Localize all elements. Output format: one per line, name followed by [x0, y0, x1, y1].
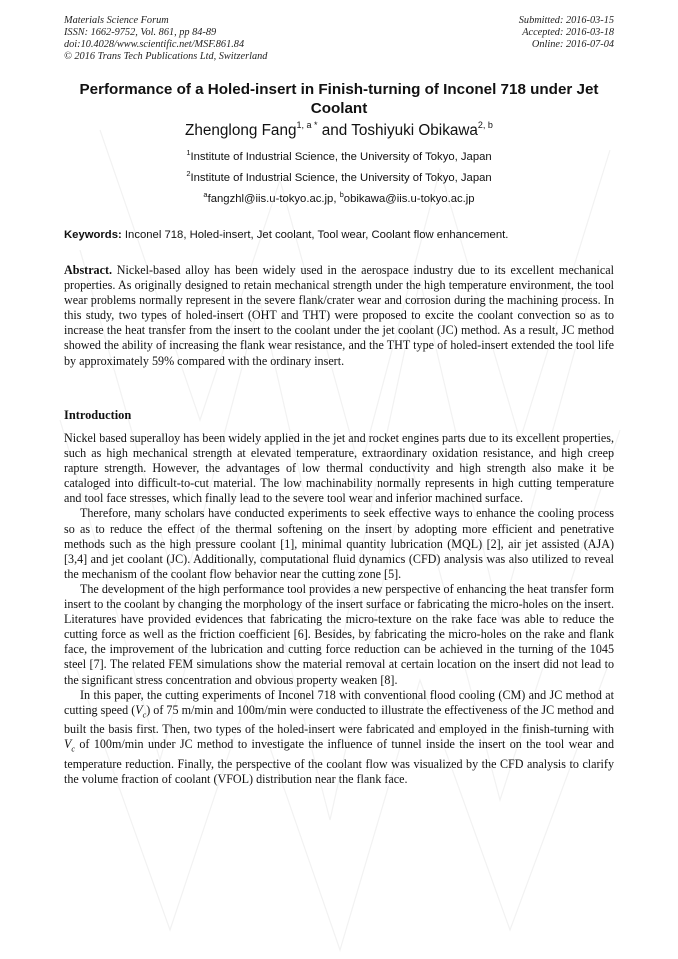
- affiliation-2-text: Institute of Industrial Science, the University of Tokyo, Japan: [190, 172, 492, 184]
- email-a-marker: a: [203, 190, 208, 199]
- accepted-date: Accepted: 2016-03-18: [522, 27, 614, 38]
- p4-text-c: of 100m/min under JC method to investigate the influence of tunnel inside the insert on the tool wear and temperature reduction. Finally, the perspective of the coolant flow was visualized by the CFD analysis to clarify the volume fraction of coolant (VFOL) distribution near the flank face.: [64, 737, 614, 786]
- keywords-text: Inconel 718, Holed-insert, Jet coolant, Tool wear, Coolant flow enhancement.: [121, 229, 509, 241]
- author-2-marker: 2, b: [477, 120, 493, 130]
- p4-symbol-v1-sub: c: [142, 710, 147, 720]
- email-b-marker: b: [339, 190, 344, 199]
- intro-paragraph-1: Nickel based superalloy has been widely applied in the jet and rocket engines parts due to its excellent properties, such as high mechanical strength at elevated temperature, extraordinary oxidation resistance, and high creep rapture strength. However, the advantages of low thermal conductivity and high strength also make it be cataloged into difficult-to-cut material. The low machinability normally represents in high cutting temperature and tool face stresses, which finally lead to the severe tool wear and inferior machined surface.: [64, 431, 614, 506]
- email-line: [0, 192, 678, 206]
- keywords-line: [64, 228, 616, 242]
- intro-paragraph-4: [64, 688, 614, 787]
- affiliation-2: [0, 171, 678, 185]
- author-1: Zhenglong Fang: [185, 122, 297, 139]
- affiliation-2-marker: 2: [186, 169, 191, 178]
- p4-text-b: ) of 75 m/min and 100m/min were conducted to illustrate the effectiveness of the JC method and built the basis first. Then, two types of the holed-insert were fabricated and employed in the finish-turning with: [64, 702, 614, 737]
- submitted-date: Submitted: 2016-03-15: [518, 15, 614, 26]
- email-a[interactable]: fangzhl@iis.u-tokyo.ac.jp,: [207, 193, 340, 205]
- intro-paragraph-2: Therefore, many scholars have conducted experiments to seek effective ways to enhance the cooling process so as to reduce the effect of the thermal softening on the insert by adopting more efficient and penetrative methods such as the high pressure coolant [1], minimal quantity lubrication (MQL) [2], air jet assisted (AJA) [3,4] and jet coolant (JC). Additionally, computational fluid dynamics (CFD) analysis was also utilized to reveal the mechanism of the coolant flow behavior near the cutting zone [5].: [64, 506, 614, 581]
- p4-symbol-v1: V: [135, 702, 143, 717]
- author-1-marker: 1, a *: [296, 120, 318, 130]
- abstract-label: Abstract.: [64, 263, 113, 277]
- p4-text-a: In this paper, the cutting experiments of Inconel 718 with conventional flood cooling (CM) and JC method at cutting speed (: [64, 687, 614, 717]
- author-joiner: and: [317, 122, 352, 139]
- journal-doi[interactable]: doi:10.4028/www.scientific.net/MSF.861.84: [64, 39, 245, 50]
- affiliation-1-text: Institute of Industrial Science, the University of Tokyo, Japan: [190, 151, 492, 163]
- journal-header-right: [519, 15, 614, 51]
- p4-symbol-v2: V: [64, 737, 72, 752]
- abstract-paragraph: [64, 263, 614, 369]
- journal-header-left: [64, 15, 267, 63]
- affiliation-1: [0, 150, 678, 164]
- online-date: Online: 2016-07-04: [531, 39, 614, 50]
- author-line: [0, 121, 678, 141]
- journal-copyright: © 2016 Trans Tech Publications Ltd, Switzerland: [64, 51, 268, 62]
- author-2: Toshiyuki Obikawa: [351, 122, 478, 139]
- introduction-body: [64, 431, 614, 787]
- journal-issn: ISSN: 1662-9752, Vol. 861, pp 84-89: [64, 27, 217, 38]
- introduction-heading: Introduction: [64, 408, 132, 422]
- journal-name: Materials Science Forum: [64, 15, 169, 26]
- affiliation-1-marker: 1: [186, 148, 191, 157]
- intro-paragraph-3: The development of the high performance tool provides a new perspective of enhancing the heat transfer form insert to the coolant by changing the morphology of the insert surface or fabricating the micro-holes on the insert. Literatures have provided evidences that fabricating the micro-texture on the rake face was able to reduce the cutting force as well as the friction coefficient [6]. Besides, by fabricating the micro-holes on the rake and flank face, the improvement of the lubrication and cutting force reduction can be achieved in the turning of the 1045 steel [7]. The related FEM simulations show the material removal at certain location on the insert did not lead to the significant stress concentration and obvious property weaken [8].: [64, 581, 614, 687]
- keywords-label: Keywords:: [64, 229, 122, 241]
- email-b[interactable]: obikawa@iis.u-tokyo.ac.jp: [343, 193, 475, 205]
- paper-title: Performance of a Holed-insert in Finish-turning of Inconel 718 under Jet Coolant: [79, 81, 599, 117]
- abstract-text: Nickel-based alloy has been widely used in the aerospace industry due to its excellent mechanical properties. As originally designed to retain mechanical strength under the high temperature environment, the tool wear problems normally represent in the severe flank/crater wear and corrosion during the machining process. In this study, two types of holed-insert (OHT and THT) were proposed to excite the coolant convection so as to increase the heat transfer from the insert to the coolant under the jet coolant (JC) method. As a result, JC method showed the ability of increasing the flank wear resistance, and the THT type of holed-insert extended the tool life by approximately 59% compared with the ordinary insert.: [64, 263, 614, 368]
- p4-symbol-v2-sub: c: [71, 744, 75, 754]
